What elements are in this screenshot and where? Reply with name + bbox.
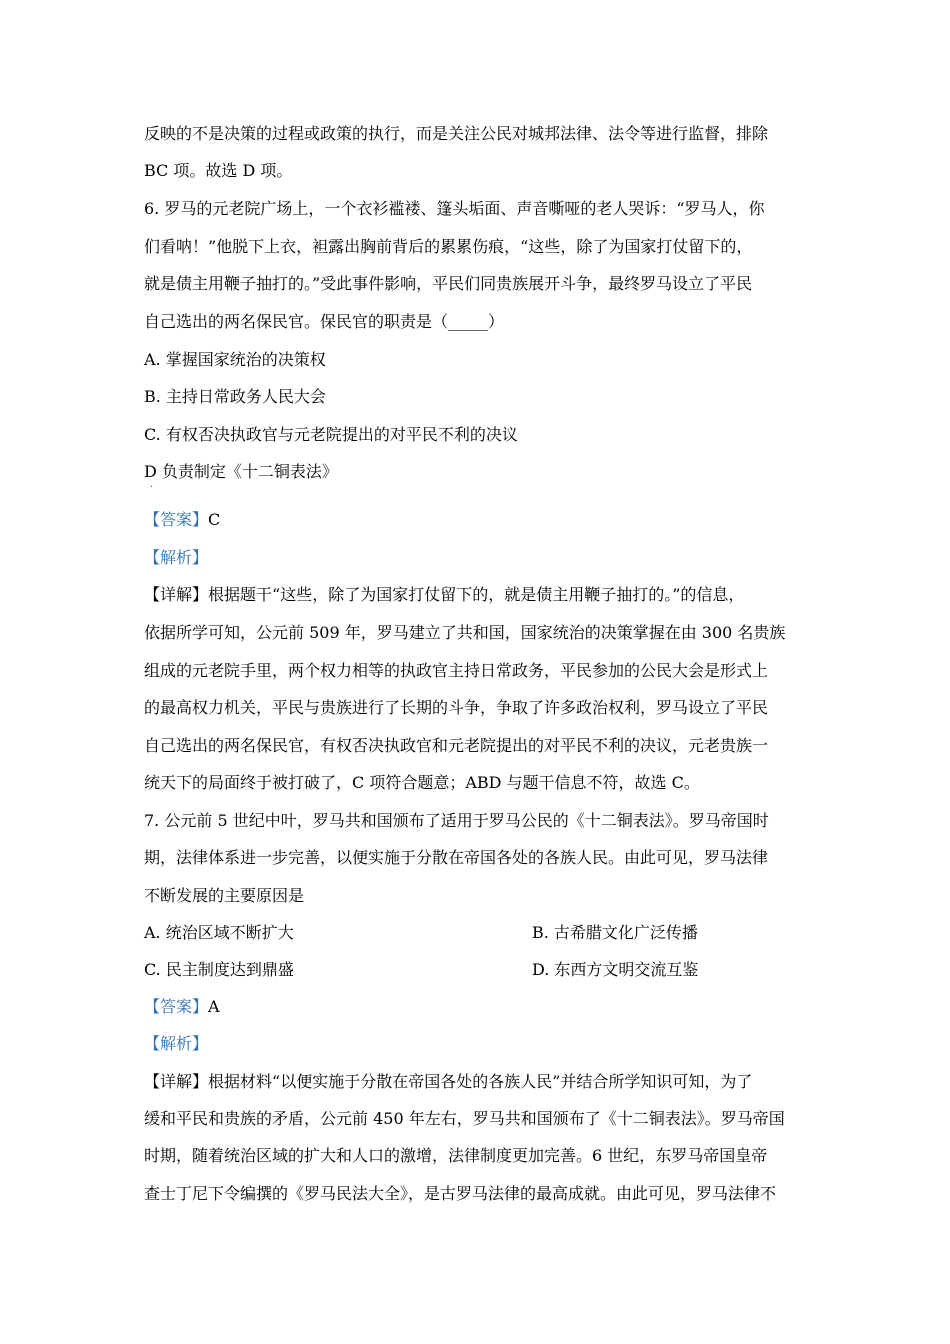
q7-option-c: C. 民主制度达到鼎盛 bbox=[144, 960, 294, 979]
q7-answer bbox=[144, 996, 220, 1018]
q7-stem-line-3: 不断发展的主要原因是 bbox=[144, 886, 305, 905]
q6-stem-line-1: 6. 罗马的元老院广场上，一个衣衫褴褛、篷头垢面、声音嘶哑的老人哭诉：“罗马人，你 bbox=[144, 199, 765, 218]
q7-answer-value: A bbox=[208, 997, 220, 1016]
q6-detail-line-4: 的最高权力机关，平民与贵族进行了长期的斗争，争取了许多政治权利，罗马设立了平民 bbox=[144, 698, 769, 717]
q6-detail-line-1: 【详解】根据题干“这些，除了为国家打仗留下的，就是债主用鞭子抽打的。”的信息， bbox=[144, 585, 745, 604]
q6-stem-line-3: 就是债主用鞭子抽打的。”受此事件影响，平民们同贵族展开斗争，最终罗马设立了平民 bbox=[144, 274, 753, 293]
q7-stem-line-2: 期，法律体系进一步完善，以便实施于分散在帝国各处的各族人民。由此可见，罗马法律 bbox=[144, 848, 769, 867]
q6-analysis-tag: 【解析】 bbox=[144, 548, 209, 567]
q6-answer-value: C bbox=[208, 510, 221, 529]
q7-detail-line-2: 缓和平民和贵族的矛盾，公元前 450 年左右，罗马共和国颁布了《十二铜表法》。罗马帝国 bbox=[144, 1109, 785, 1128]
q6-stem-line-4: 自己选出的两名保民官。保民官的职责是（_____） bbox=[144, 312, 505, 331]
stray-dot: · bbox=[150, 482, 154, 493]
q6-option-d: D 负责制定《十二铜表法》 bbox=[144, 462, 338, 481]
q7-detail-line-4: 查士丁尼下令编撰的《罗马民法大全》，是古罗马法律的最高成就。由此可见，罗马法律不 bbox=[144, 1184, 777, 1203]
q7-answer-tag: 【答案】 bbox=[144, 997, 209, 1016]
q6-option-c: C. 有权否决执政官与元老院提出的对平民不利的决议 bbox=[144, 425, 518, 444]
q6-detail-line-3: 组成的元老院手里，两个权力相等的执政官主持日常政务，平民参加的公民大会是形式上 bbox=[144, 661, 769, 680]
prev-analysis-line-1: 反映的不是决策的过程或政策的执行，而是关注公民对城邦法律、法令等进行监督，排除 bbox=[144, 124, 769, 143]
q7-detail-tag: 【详解】 bbox=[144, 1072, 209, 1091]
q7-analysis-tag: 【解析】 bbox=[144, 1034, 209, 1053]
q6-stem-line-2: 们看呐！”他脱下上衣，袒露出胸前背后的累累伤痕，“这些，除了为国家打仗留下的， bbox=[144, 237, 753, 256]
q7-detail-line-3: 时期，随着统治区域的扩大和人口的激增，法律制度更加完善。6 世纪，东罗马帝国皇帝 bbox=[144, 1146, 768, 1165]
prev-analysis-line-2: BC 项。故选 D 项。 bbox=[144, 161, 293, 180]
q6-option-a: A. 掌握国家统治的决策权 bbox=[144, 350, 326, 369]
q6-detail-line-6: 统天下的局面终于被打破了，C 项符合题意；ABD 与题干信息不符，故选 C。 bbox=[144, 773, 700, 792]
q7-detail-line-1: 【详解】根据材料“以便实施于分散在帝国各处的各族人民”并结合所学知识可知，为了 bbox=[144, 1072, 753, 1091]
q7-stem-line-1: 7. 公元前 5 世纪中叶，罗马共和国颁布了适用于罗马公民的《十二铜表法》。罗马帝国时 bbox=[144, 811, 769, 830]
q6-option-b: B. 主持日常政务人民大会 bbox=[144, 387, 326, 406]
q6-answer bbox=[144, 509, 220, 531]
q6-detail-line-2: 依据所学可知，公元前 509 年，罗马建立了共和国，国家统治的决策掌握在由 300 名贵族 bbox=[144, 623, 786, 642]
q6-detail-tag: 【详解】 bbox=[144, 585, 209, 604]
q6-detail-line-5: 自己选出的两名保民官，有权否决执政官和元老院提出的对平民不利的决议，元老贵族一 bbox=[144, 736, 769, 755]
q7-option-b: B. 古希腊文化广泛传播 bbox=[532, 923, 698, 942]
q7-option-d: D. 东西方文明交流互鉴 bbox=[532, 960, 699, 979]
q6-answer-tag: 【答案】 bbox=[144, 510, 209, 529]
q7-option-a: A. 统治区域不断扩大 bbox=[144, 923, 294, 942]
